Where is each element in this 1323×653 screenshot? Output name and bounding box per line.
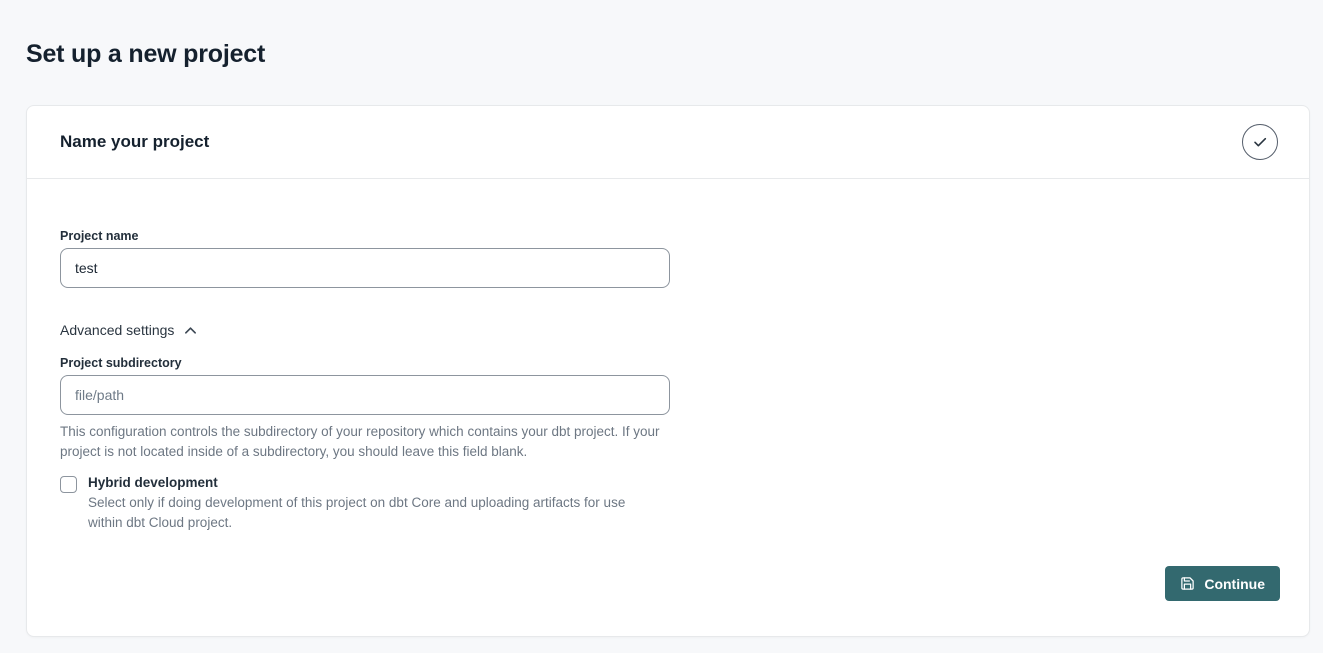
check-circle-icon bbox=[1242, 124, 1278, 160]
hybrid-development-row bbox=[60, 475, 1276, 533]
hybrid-development-checkbox[interactable] bbox=[60, 476, 77, 493]
name-project-card bbox=[26, 105, 1310, 637]
hybrid-development-texts bbox=[88, 475, 658, 533]
continue-button-label: Continue bbox=[1204, 575, 1265, 592]
card-header-title: Name your project bbox=[60, 132, 210, 151]
project-subdirectory-input[interactable] bbox=[60, 375, 670, 415]
page-title: Set up a new project bbox=[26, 40, 266, 68]
continue-button[interactable] bbox=[1165, 566, 1280, 601]
project-subdirectory-group bbox=[60, 356, 1276, 462]
card-body bbox=[27, 179, 1309, 533]
project-name-input[interactable] bbox=[60, 248, 670, 288]
advanced-settings-label: Advanced settings bbox=[60, 322, 175, 338]
card-footer bbox=[27, 566, 1309, 601]
card-header bbox=[27, 106, 1309, 179]
hybrid-development-label[interactable]: Hybrid development bbox=[88, 475, 218, 490]
project-subdirectory-label: Project subdirectory bbox=[60, 356, 182, 370]
project-name-label: Project name bbox=[60, 229, 139, 243]
project-name-group bbox=[60, 229, 1276, 288]
chevron-up-icon bbox=[184, 326, 197, 335]
advanced-settings-toggle[interactable] bbox=[60, 322, 197, 338]
hybrid-development-description: Select only if doing development of this project on dbt Core and uploading artifacts for use within dbt Cloud project. bbox=[88, 495, 626, 530]
project-subdirectory-help-text: This configuration controls the subdirectory of your repository which contains your dbt project. If your project is not located inside of a subdirectory, you should leave this field blank. bbox=[60, 424, 660, 459]
save-icon bbox=[1180, 576, 1195, 591]
